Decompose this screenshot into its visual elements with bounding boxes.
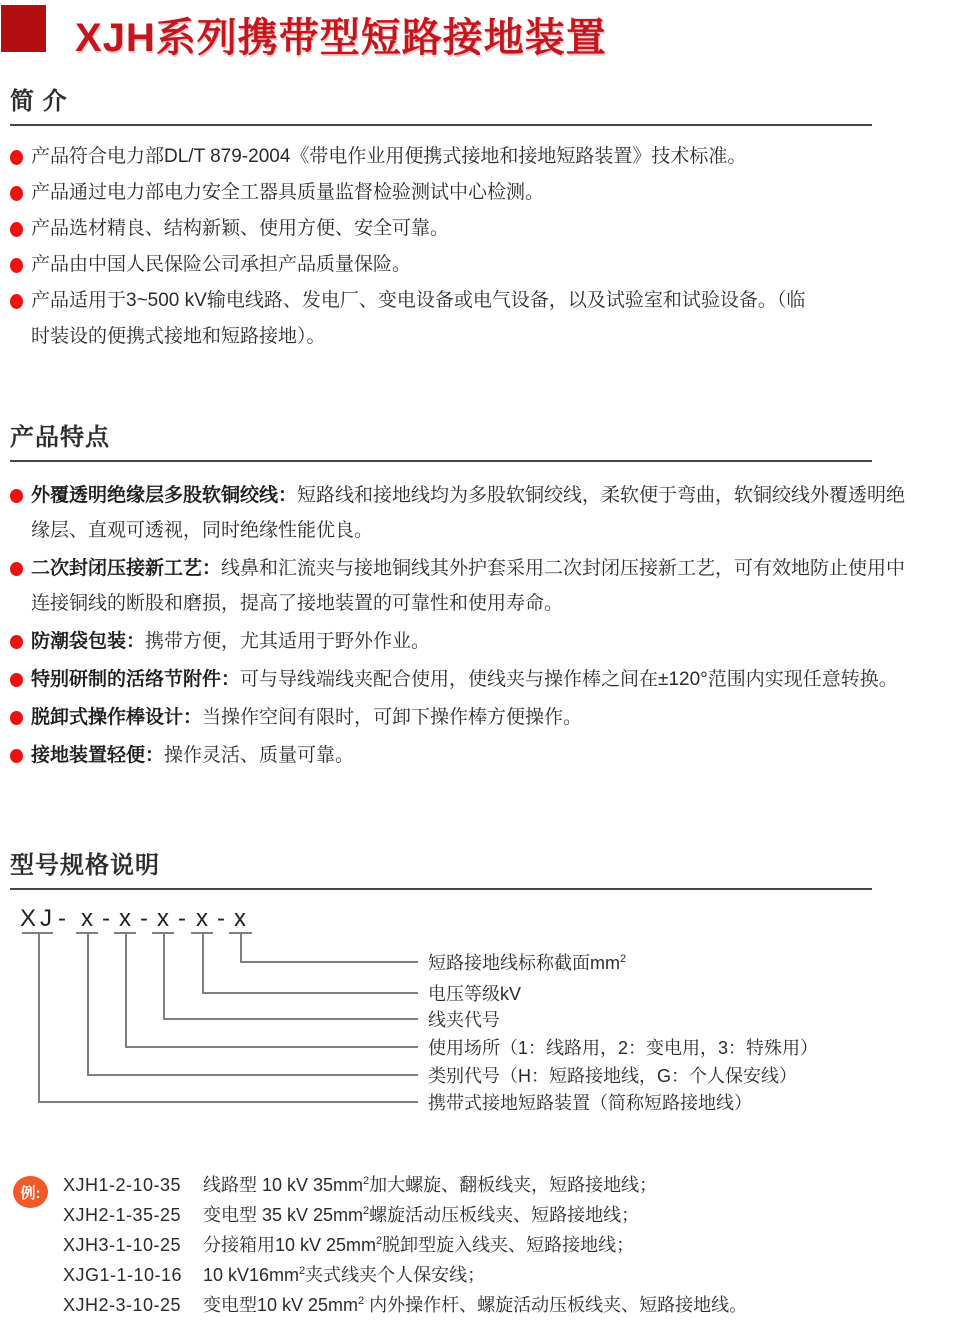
- example-desc-text: 夹式线夹个人保安线；: [305, 1265, 486, 1285]
- feature-item: [10, 662, 907, 697]
- feature-term: 外覆透明绝缘层多股软铜绞线：: [31, 485, 298, 506]
- feature-term: 接地装置轻便：: [31, 745, 165, 766]
- model-code-separator: -: [102, 905, 110, 932]
- features-heading: 产品特点: [10, 424, 872, 462]
- example-rows: [63, 1170, 956, 1320]
- example-desc-text: 变电型10 kV 25mm: [203, 1295, 359, 1315]
- feature-desc: 线鼻和汇流夹与接地铜线其外护套采用二次封闭压接新工艺，可有效地防止使用中连接铜线的断股和磨损，提高了接地装置的可靠性和使用寿命。: [31, 558, 906, 614]
- bullet-icon: [10, 258, 23, 273]
- feature-desc: 当操作空间有限时，可卸下操作棒方便操作。: [202, 707, 583, 728]
- model-label-text: 类别代号（H：短路接地线，G：个人保安线）: [428, 1066, 797, 1086]
- brand-square: [1, 5, 46, 52]
- superscript: 2: [376, 1235, 383, 1247]
- bullet-icon: [10, 186, 23, 201]
- model-label: [428, 1037, 818, 1059]
- intro-bullet-item: [10, 139, 811, 175]
- feature-desc: 操作灵活、质量可靠。: [164, 745, 355, 766]
- model-label-text: 电压等级kV: [428, 984, 522, 1004]
- model-code-part: x: [157, 905, 169, 932]
- example-row: [63, 1290, 956, 1320]
- intro-bullet-item: [10, 283, 811, 355]
- example-desc: [203, 1230, 634, 1260]
- model-code-diagram: [10, 902, 956, 1152]
- model-spec-heading: 型号规格说明: [10, 852, 872, 890]
- bullet-icon: [10, 749, 23, 763]
- model-code-separator: -: [217, 905, 225, 932]
- model-label-text: 携带式接地短路装置（简称短路接地线）: [428, 1093, 752, 1113]
- bullet-icon: [10, 562, 23, 576]
- model-label: [428, 1065, 797, 1087]
- section-intro: [10, 88, 880, 355]
- feature-desc: 可与导线端线夹配合使用，使线夹与操作棒之间在±120°范围内实现任意转换。: [240, 669, 898, 690]
- example-desc: [203, 1290, 747, 1320]
- bullet-icon: [10, 489, 23, 503]
- model-label: [428, 952, 626, 974]
- model-code-part: x: [196, 905, 208, 932]
- intro-bullet-text: 产品适用于3~500 kV输电线路、发电厂、变电设备或电气设备，以及试验室和试验设备。（临时装设的便携式接地和短路接地）。: [31, 290, 806, 347]
- intro-bullet-item: [10, 175, 811, 211]
- example-desc-text: 线路型 10 kV 35mm: [203, 1175, 364, 1195]
- intro-heading: 简 介: [10, 88, 872, 126]
- superscript: 2: [620, 953, 627, 965]
- example-desc-text: 加大螺旋、翻板线夹，短路接地线；: [369, 1175, 658, 1195]
- model-code-part: x: [81, 905, 93, 932]
- model-code-separator: -: [178, 905, 186, 932]
- example-desc: [203, 1200, 639, 1230]
- feature-term: 特别研制的活络节附件：: [31, 669, 241, 690]
- example-desc-text: 分接箱用10 kV 25mm: [203, 1235, 377, 1255]
- superscript: 2: [299, 1265, 306, 1277]
- feature-item: [10, 738, 907, 773]
- feature-item: [10, 700, 907, 735]
- section-model-spec: [10, 852, 956, 1113]
- bullet-icon: [10, 711, 23, 725]
- section-examples: [0, 1170, 956, 1320]
- bullet-icon: [10, 222, 23, 237]
- example-desc-text: 脱卸型旋入线夹、短路接地线；: [382, 1235, 635, 1255]
- intro-bullet-text: 产品选材精良、结构新颖、使用方便、安全可靠。: [31, 218, 450, 239]
- bullet-icon: [10, 673, 23, 687]
- model-code-part: x: [234, 905, 246, 932]
- superscript: 2: [363, 1205, 370, 1217]
- model-label-text: 短路接地线标称截面mm: [428, 953, 620, 973]
- example-model: XJH1-2-10-35: [63, 1175, 182, 1195]
- feature-term: 防潮袋包装：: [31, 631, 146, 652]
- superscript: 2: [363, 1175, 370, 1187]
- feature-desc: 短路线和接地线均为多股软铜绞线，柔软便于弯曲，软铜绞线外覆透明绝缘层、直观可透视，同时绝缘性能优良。: [31, 485, 906, 541]
- model-code-part: XJ: [19, 905, 57, 932]
- superscript: 2: [358, 1295, 365, 1307]
- section-features: [10, 424, 920, 776]
- feature-term: 脱卸式操作棒设计：: [31, 707, 203, 728]
- intro-bullet-text: 产品由中国人民保险公司承担产品质量保险。: [31, 254, 412, 275]
- example-model: XJH3-1-10-25: [63, 1235, 182, 1255]
- model-code-part: x: [119, 905, 131, 932]
- feature-term: 二次封闭压接新工艺：: [31, 558, 222, 579]
- example-row: [63, 1230, 956, 1260]
- bullet-icon: [10, 150, 23, 165]
- model-label-text: 线夹代号: [428, 1010, 500, 1030]
- model-label: [428, 1009, 500, 1031]
- feature-item: [10, 624, 907, 659]
- example-row: [63, 1200, 956, 1230]
- model-label-text: 使用场所（1：线路用，2：变电用，3：特殊用）: [428, 1038, 819, 1058]
- intro-bullet-item: [10, 211, 811, 247]
- example-desc-text: 内外操作杆、螺旋活动压板线夹、短路接地线。: [364, 1295, 748, 1315]
- example-desc: [203, 1170, 657, 1200]
- feature-item: [10, 551, 907, 621]
- bullet-icon: [10, 635, 23, 649]
- page-title: XJH系列携带型短路接地装置: [75, 16, 607, 60]
- example-desc-text: 变电型 35 kV 25mm: [203, 1205, 364, 1225]
- model-label: [428, 1092, 752, 1114]
- example-row: [63, 1170, 956, 1200]
- connector-line: [240, 932, 418, 963]
- intro-bullet-item: [10, 247, 811, 283]
- example-badge: 例:: [13, 1176, 48, 1208]
- example-desc-text: 螺旋活动压板线夹、短路接地线；: [369, 1205, 640, 1225]
- example-model: XJH2-1-35-25: [63, 1205, 182, 1225]
- intro-bullet-text: 产品通过电力部电力安全工器具质量监督检验测试中心检测。: [31, 182, 545, 203]
- example-model: XJG1-1-10-16: [63, 1265, 183, 1285]
- feature-desc: 携带方便，尤其适用于野外作业。: [145, 631, 431, 652]
- intro-bullet-list: [10, 139, 880, 355]
- model-label: [428, 983, 521, 1005]
- example-row: [63, 1260, 956, 1290]
- model-code-separator: -: [140, 905, 148, 932]
- feature-item: [10, 478, 907, 548]
- model-code-separator: -: [58, 905, 66, 932]
- feature-list: [10, 478, 920, 773]
- bullet-icon: [10, 294, 23, 309]
- example-desc-text: 10 kV16mm: [203, 1265, 300, 1285]
- example-model: XJH2-3-10-25: [63, 1295, 182, 1315]
- example-desc: [203, 1260, 485, 1290]
- intro-bullet-text: 产品符合电力部DL/T 879-2004《带电作业用便携式接地和接地短路装置》技术标准。: [31, 146, 747, 167]
